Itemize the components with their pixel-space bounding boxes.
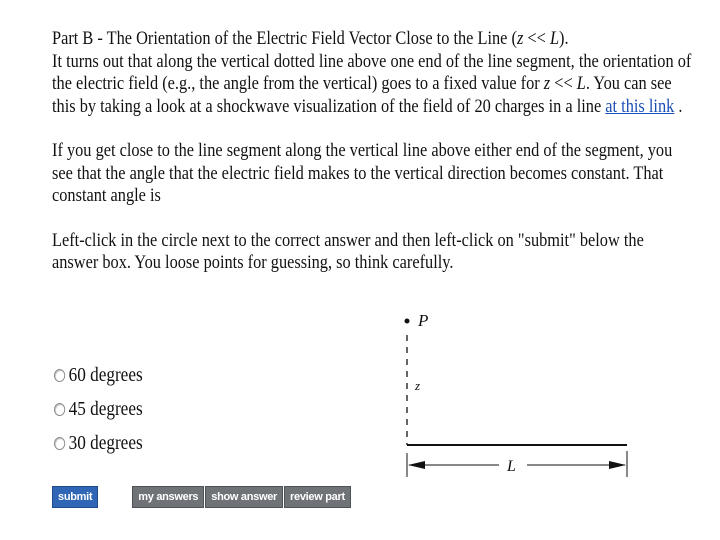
paragraph-3: Left-click in the circle next to the correct answer and then left-click on "submit" below the answer box. You loose points for guessing, so think carefully. <box>52 229 644 273</box>
my-answers-button[interactable]: my answers <box>132 486 204 508</box>
title-L: L <box>549 28 560 49</box>
right-arrowhead <box>609 461 626 469</box>
visualization-link[interactable]: at this link <box>605 95 675 117</box>
left-arrowhead <box>408 461 425 469</box>
line-segment-diagram <box>395 305 640 485</box>
paragraph-1-z: z <box>543 73 551 94</box>
title-suffix: ). <box>559 28 569 49</box>
radio-button[interactable] <box>54 369 65 382</box>
answer-options <box>54 358 157 460</box>
paragraph-1-L: L <box>576 73 586 94</box>
review-part-button[interactable]: review part <box>284 486 351 508</box>
question-content <box>52 28 692 297</box>
title-z: z <box>516 28 524 49</box>
option-60-degrees[interactable] <box>54 358 143 392</box>
point-p-marker <box>405 319 410 324</box>
option-label: 30 degrees <box>68 431 143 454</box>
option-30-degrees[interactable] <box>54 426 143 460</box>
title-operator: << <box>523 28 550 49</box>
paragraph-1-text-b: . You can see this by taking a look at a shockwave visualization of the field of 20 charges in a line <box>52 73 672 117</box>
title-text: Part B - The Orientation of the Electric Field Vector Close to the Line ( <box>52 28 517 49</box>
paragraph-1-text: It turns out that along the vertical dotted line above one end of the line segment, the orientation of the electric field (e.g., the angle from the vertical) goes to a fixed value for <box>52 50 692 94</box>
point-p-label: P <box>418 311 429 330</box>
submit-button[interactable]: submit <box>52 486 98 508</box>
paragraph-1-end: . <box>674 95 683 117</box>
radio-button[interactable] <box>54 403 65 416</box>
part-b-title <box>52 28 692 118</box>
option-label: 60 degrees <box>68 363 143 386</box>
paragraph-2: If you get close to the line segment along the vertical line above either end of the segment, you see that the angle that the electric field makes to the vertical direction becomes constant. That constant angle is <box>52 140 673 206</box>
option-45-degrees[interactable] <box>54 392 143 426</box>
length-label: L <box>507 458 516 475</box>
radio-button[interactable] <box>54 437 65 450</box>
option-label: 45 degrees <box>68 397 143 420</box>
z-label: z <box>415 378 421 393</box>
button-row <box>52 486 352 508</box>
paragraph-1-operator: << <box>550 73 577 94</box>
show-answer-button[interactable]: show answer <box>205 486 283 508</box>
